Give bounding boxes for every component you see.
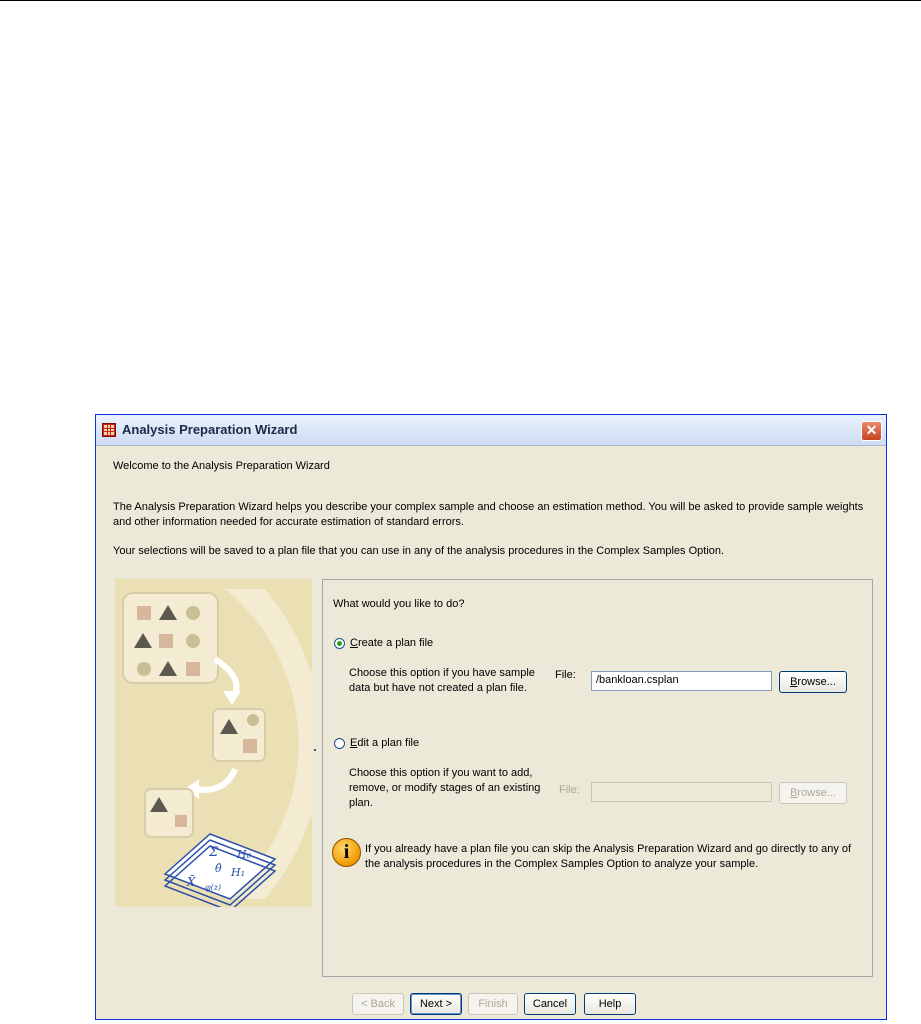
edit-file-input[interactable] bbox=[591, 782, 772, 802]
next-button[interactable]: Next > bbox=[410, 993, 462, 1015]
back-button[interactable]: < Back bbox=[352, 993, 404, 1015]
wizard-illustration bbox=[115, 579, 312, 907]
window-title: Analysis Preparation Wizard bbox=[122, 422, 298, 437]
svg-text:θ̂: θ̂ bbox=[215, 862, 222, 875]
cancel-button[interactable]: Cancel bbox=[524, 993, 576, 1015]
options-panel bbox=[322, 579, 873, 977]
create-file-input[interactable]: /bankloan.csplan bbox=[591, 671, 772, 691]
formula-text: Σ bbox=[209, 845, 219, 860]
info-message: If you already have a plan file you can skip the Analysis Preparation Wizard and go directly to any of the analysis procedures in the Complex Samples Option to analyze your sample. bbox=[365, 843, 852, 870]
create-browse-button[interactable]: Browse... bbox=[779, 671, 847, 693]
help-button[interactable]: Help bbox=[584, 993, 636, 1015]
radio-selected-indicator[interactable] bbox=[334, 638, 345, 649]
edit-browse-button[interactable]: Browse... bbox=[779, 782, 847, 804]
finish-button[interactable]: Finish bbox=[468, 993, 518, 1015]
create-plan-radio[interactable] bbox=[334, 637, 433, 649]
edit-plan-radio[interactable] bbox=[334, 737, 419, 749]
svg-text:H₁: H₁ bbox=[231, 866, 246, 879]
svg-text:X̄: X̄ bbox=[187, 875, 196, 889]
plan-file-note: Your selections will be saved to a plan file that you can use in any of the analysis procedures in the Complex Samples Option. bbox=[113, 545, 725, 557]
wizard-description: The Analysis Preparation Wizard helps you describe your complex sample and choose an estimation method. You will be asked to provide sample weights and other information needed for accurate estimation of standard errors. bbox=[113, 501, 864, 528]
stray-dot bbox=[314, 749, 316, 751]
svg-text:φ(z): φ(z) bbox=[205, 883, 222, 892]
info-icon: i bbox=[332, 838, 361, 867]
welcome-heading: Welcome to the Analysis Preparation Wizard bbox=[113, 460, 330, 472]
edit-file-label: File: bbox=[559, 784, 580, 796]
wizard-dialog bbox=[95, 414, 887, 1020]
shapes-flow-illustration bbox=[115, 579, 312, 907]
create-plan-label: Create a plan file bbox=[350, 637, 434, 649]
radio-unselected-indicator[interactable] bbox=[334, 738, 345, 749]
svg-text:H₀: H₀ bbox=[237, 848, 252, 861]
question-label: What would you like to do? bbox=[333, 598, 465, 610]
create-file-label: File: bbox=[555, 669, 576, 681]
close-button[interactable]: ✕ bbox=[861, 421, 882, 441]
spss-grid-icon bbox=[102, 423, 116, 437]
edit-plan-label: Edit a plan file bbox=[350, 737, 420, 749]
create-plan-description: Choose this option if you have sample data but have not created a plan file. bbox=[349, 667, 535, 694]
title-bar[interactable] bbox=[96, 415, 886, 446]
edit-plan-description: Choose this option if you want to add, remove, or modify stages of an existing plan. bbox=[349, 767, 541, 809]
top-border-line bbox=[0, 0, 921, 1]
